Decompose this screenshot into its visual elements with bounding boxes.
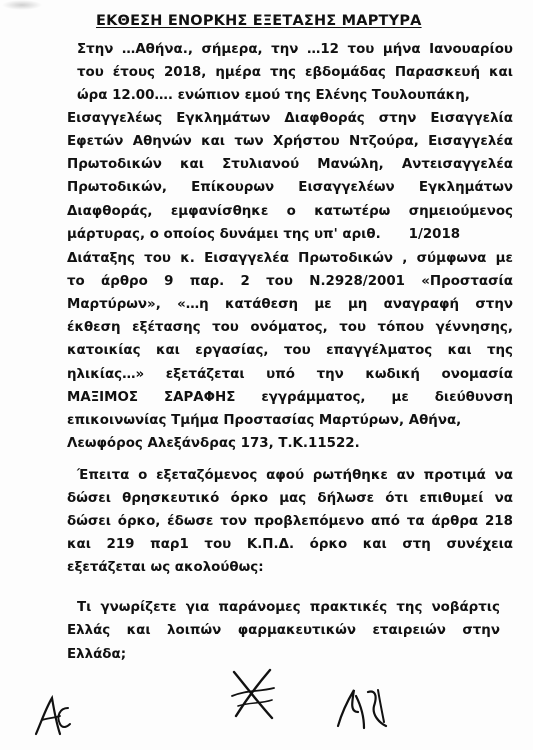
word: όρκο, xyxy=(117,514,161,529)
word: έδωσε xyxy=(167,514,214,529)
word: παρ. xyxy=(189,274,225,289)
word: 2 xyxy=(240,274,250,289)
word: μήνα xyxy=(382,42,421,57)
word: και xyxy=(201,134,225,149)
word: για xyxy=(185,600,210,615)
word: αφού xyxy=(266,468,305,483)
word: όρκο xyxy=(309,537,348,552)
word: τα xyxy=(406,514,425,529)
paragraph2-line-1 xyxy=(77,468,513,484)
word: δήλωσε xyxy=(317,491,375,506)
word: κατοικίας xyxy=(67,343,141,358)
word: προβλεπόμενο xyxy=(253,514,365,529)
paragraph1-line-2 xyxy=(77,65,513,81)
word: 9 xyxy=(164,274,174,289)
word: πρακτικές xyxy=(309,600,388,615)
word: κατωτέρω xyxy=(314,204,391,219)
word: Εγκλημάτων xyxy=(176,111,271,126)
paragraph2-line-5: εξετάζεται ως ακολούθως: xyxy=(67,560,264,575)
word: κ. xyxy=(180,251,195,266)
word: Στυλιανού xyxy=(222,157,300,172)
paragraph1-line-8 xyxy=(67,204,513,220)
word: Εισαγγελέα xyxy=(428,134,513,149)
word: …12 xyxy=(306,42,339,57)
word: ότι xyxy=(385,491,409,506)
word: με xyxy=(495,251,513,266)
word: της xyxy=(486,343,513,358)
word: υπό xyxy=(266,367,296,382)
word: προτιμά xyxy=(423,468,486,483)
paragraph1-line-1 xyxy=(77,42,513,58)
word: γνωρίζετε xyxy=(100,600,177,615)
word: την xyxy=(316,367,344,382)
paragraph1-line-7 xyxy=(67,180,513,196)
question-line-1 xyxy=(77,600,500,616)
word: γέννησης, xyxy=(435,320,513,335)
word: Χρήστου xyxy=(273,134,340,149)
word: Μαρτύρων», xyxy=(67,297,161,312)
word: Ελλάς xyxy=(67,623,111,638)
word: Παρασκευή xyxy=(394,65,480,80)
word: εξέτασης xyxy=(132,320,201,335)
word: με xyxy=(314,297,332,312)
word: Πρωτοδικών xyxy=(67,157,162,172)
word: Εισαγγελία xyxy=(430,111,513,126)
word: το xyxy=(67,274,85,289)
word: θρησκευτικό xyxy=(122,491,220,506)
word: ηλικίας…» xyxy=(67,367,145,382)
word: παρ1 xyxy=(150,537,189,552)
word: σύμφωνα xyxy=(416,251,487,266)
paragraph2-line-3 xyxy=(67,514,513,530)
word: Ιανουαρίου xyxy=(429,42,513,57)
word: 219 xyxy=(106,537,135,552)
paragraph1-line-9: μάρτυρας, ο οποίος δυνάμει της υπ' αριθ. 1/2018 xyxy=(67,227,461,242)
word: Κ.Π.Δ. xyxy=(246,537,295,552)
word: εμφανίσθηκε xyxy=(170,204,269,219)
word: και xyxy=(362,537,387,552)
word: και xyxy=(126,623,151,638)
word: στη xyxy=(402,537,431,552)
word: Πρωτοδικών, xyxy=(67,180,167,195)
paragraph1-line-18: Λεωφόρος Αλεξάνδρας 173, Τ.Κ.11522. xyxy=(67,436,360,451)
word: να xyxy=(494,491,513,506)
word: στην xyxy=(475,297,513,312)
paragraph1-line-10 xyxy=(67,251,513,267)
word: Εισαγγελέα xyxy=(204,251,289,266)
word: εξετάζεται xyxy=(165,367,245,382)
word: ΣΑΡΑΦΗΣ xyxy=(163,390,236,405)
word: αν xyxy=(396,468,415,483)
word: την xyxy=(271,42,299,57)
word: και xyxy=(447,343,472,358)
word: εξεταζόμενος xyxy=(156,468,258,483)
word: Εγκλημάτων xyxy=(418,180,513,195)
signature-handwritten xyxy=(334,682,392,732)
word: Ντζούρα, xyxy=(349,134,419,149)
question-line-3: Ελλάδα; xyxy=(67,647,127,662)
paragraph1-line-4 xyxy=(67,111,513,127)
word: τόπου xyxy=(377,320,425,335)
scan-smudge xyxy=(2,0,42,10)
word: από xyxy=(370,514,400,529)
word: ονομασία xyxy=(441,367,513,382)
word: κατάθεση xyxy=(224,297,299,312)
word: «…η xyxy=(177,297,209,312)
word: μη xyxy=(347,297,368,312)
word: τον xyxy=(220,514,248,529)
word: Αθηνών xyxy=(132,134,192,149)
word: Εισαγγελέων xyxy=(298,180,395,195)
word: της xyxy=(396,600,423,615)
word: Εφετών xyxy=(67,134,124,149)
word: συνέχεια xyxy=(446,537,513,552)
word: των xyxy=(234,134,264,149)
word: παράνομες xyxy=(218,600,301,615)
word: Εισαγγελέως xyxy=(67,111,163,126)
word: 2018, xyxy=(163,65,207,80)
word: και xyxy=(155,343,180,358)
word: διεύθυνση xyxy=(434,390,513,405)
word: στην xyxy=(378,111,417,126)
word: νοβάρτις xyxy=(431,600,500,615)
word: , xyxy=(402,251,408,266)
word: του xyxy=(266,274,293,289)
word: φαρμακευτικών xyxy=(237,623,357,638)
word: όρκο xyxy=(230,491,269,506)
word: δώσει xyxy=(67,491,111,506)
word: Διάταξης xyxy=(67,251,135,266)
word: μας xyxy=(279,491,307,506)
question-line-2 xyxy=(67,623,500,639)
word: άρθρα xyxy=(431,514,479,529)
word: Πρωτοδικών xyxy=(298,251,394,266)
word: Επίκουρων xyxy=(191,180,275,195)
word: ΜΑΞΙΜΟΣ xyxy=(67,390,138,405)
word: αναγραφή xyxy=(383,297,460,312)
word: επαγγέλματος xyxy=(326,343,433,358)
paragraph1-line-14 xyxy=(67,343,513,359)
word: στην xyxy=(462,623,500,638)
word: του xyxy=(212,320,239,335)
paragraph1-line-17: επικοινωνίας Τμήμα Προστασίας Μαρτύρων, Αθήνα, xyxy=(67,413,462,428)
word: Διαφθοράς xyxy=(284,111,365,126)
word: ο xyxy=(286,204,296,219)
signature-cross-mark xyxy=(228,666,278,722)
word: σήμερα, xyxy=(201,42,263,57)
word: εταιρειών xyxy=(372,623,446,638)
paragraph2-line-2 xyxy=(67,491,513,507)
paragraph1-line-12 xyxy=(67,297,513,313)
paragraph1-line-11 xyxy=(67,274,513,290)
word: με xyxy=(391,390,409,405)
paragraph1-line-6 xyxy=(67,157,513,173)
word: Έπειτα xyxy=(77,468,130,483)
word: και xyxy=(489,65,513,80)
word: δώσει xyxy=(67,514,111,529)
word: εγγράμματος, xyxy=(261,390,366,405)
word: «Προστασία xyxy=(421,274,513,289)
word: Στην xyxy=(77,42,114,57)
document-title: ΕΚΘΕΣΗ ΕΝΟΡΚΗΣ ΕΞΕΤΑΣΗΣ ΜΑΡΤΥΡΑ xyxy=(96,13,422,29)
word: ονόματος, xyxy=(250,320,328,335)
word: Διαφθοράς, xyxy=(67,204,153,219)
word: …Αθήνα., xyxy=(121,42,193,57)
word: εργασίας, xyxy=(195,343,269,358)
word: 218 xyxy=(484,514,513,529)
word: Τι xyxy=(77,600,92,615)
word: του xyxy=(283,343,311,358)
word: εβδομάδας xyxy=(305,65,386,80)
paragraph1-line-13 xyxy=(67,320,513,336)
paragraph1-line-15 xyxy=(67,367,513,383)
word: να xyxy=(494,468,513,483)
word: και xyxy=(180,157,204,172)
paragraph1-line-5 xyxy=(67,134,513,150)
word: έτους xyxy=(112,65,155,80)
word: ρωτήθηκε xyxy=(312,468,388,483)
word: Αντεισαγγελέα xyxy=(401,157,513,172)
word: Μανώλη, xyxy=(317,157,384,172)
word: ο xyxy=(138,468,148,483)
word: του xyxy=(347,42,375,57)
word: του xyxy=(77,65,104,80)
initials-mark xyxy=(32,694,72,738)
word: επιθυμεί xyxy=(419,491,484,506)
word: του xyxy=(144,251,171,266)
word: ημέρα xyxy=(215,65,261,80)
word: κωδική xyxy=(365,367,420,382)
paragraph1-line-16 xyxy=(67,390,513,406)
paragraph1-line-3: ώρα 12.00…. ενώπιον εμού της Ελένης Τουλουπάκη, xyxy=(77,88,470,103)
word: λοιπών xyxy=(167,623,222,638)
word: της xyxy=(269,65,296,80)
word: άρθρο xyxy=(101,274,148,289)
word: του xyxy=(339,320,366,335)
word: έκθεση xyxy=(67,320,121,335)
word: Ν.2928/2001 xyxy=(309,274,405,289)
word: και xyxy=(67,537,91,552)
word: του xyxy=(204,537,232,552)
paragraph2-line-4 xyxy=(67,537,513,553)
word: σημειούμενος xyxy=(408,204,513,219)
